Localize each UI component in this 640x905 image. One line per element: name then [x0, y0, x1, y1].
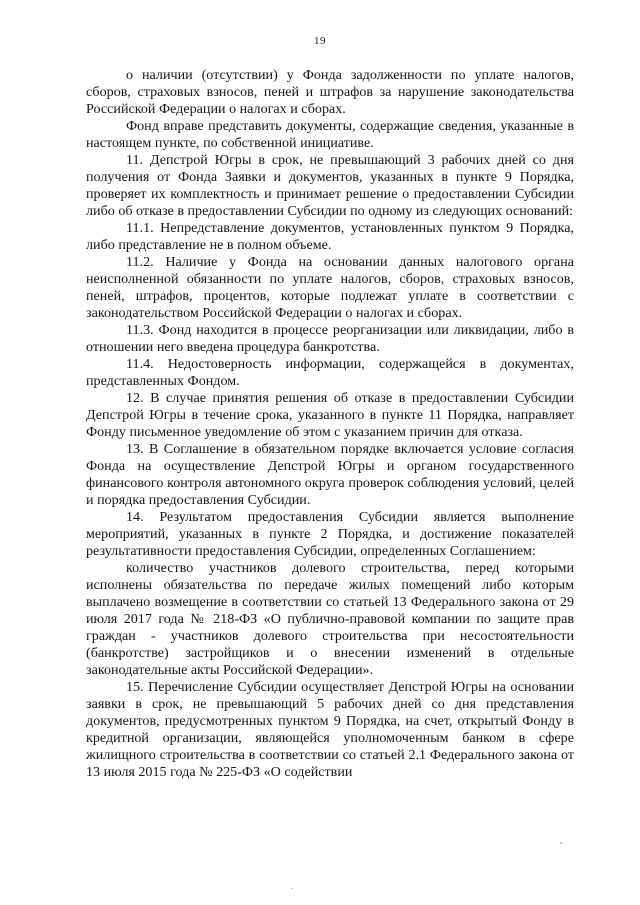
paragraph-14-indicator: количество участников долевого строительства, перед которыми исполнены обязательства по передаче жилых помещений либо которым выплачено возмещение в соответствии со статьей 13 Федерального закона от 29 июля 2017 года № 218-ФЗ «О публично-правовой компании по защите прав граждан - участников долевого строительства при несостоятельности (банкротстве) застройщиков и о внесении изменений в отдельные законодательные акты Российской Федерации». — [86, 560, 574, 678]
paragraph-13: 13. В Соглашение в обязательном порядке включается условие согласия Фонда на осуществление Депстрой Югры и органом государственного финансового контроля автономного округа проверок соблюдения условий, целей и порядка предоставления Субсидии. — [86, 441, 574, 508]
paragraph-11: 11. Депстрой Югры в срок, не превышающий 3 рабочих дней со дня получения от Фонда Заявки и документов, указанных в пункте 9 Порядка, проверяет их комплектность и принимает решение о предоставлении Субсидии либо об отказе в предоставлении Субсидии по одному из следующих оснований: — [86, 152, 574, 219]
paragraph-14: 14. Результатом предоставления Субсидии является выполнение мероприятий, указанных в пункте 2 Порядка, и достижение показателей результативности предоставления Субсидии, определенных Соглашением: — [86, 509, 574, 559]
paragraph-11-2: 11.2. Наличие у Фонда на основании данных налогового органа неисполненной обязанности по уплате налогов, сборов, страховых взносов, пеней, штрафов, процентов, которые подлежат уплате в соответствии с законодательством Российской Федерации о налогах и сборах. — [86, 254, 574, 321]
paragraph-11-1: 11.1. Непредставление документов, установленных пунктом 9 Порядка, либо представление не в полном объеме. — [86, 220, 574, 253]
paragraph-12: 12. В случае принятия решения об отказе в предоставлении Субсидии Депстрой Югры в течение срока, указанного в пункте 11 Порядка, направляет Фонду письменное уведомление об этом с указанием причин для отказа. — [86, 390, 574, 440]
paragraph-11-3: 11.3. Фонд находится в процессе реорганизации или ликвидации, либо в отношении него введена процедура банкротства. — [86, 322, 574, 355]
paragraph-continuation: о наличии (отсутствии) у Фонда задолженности по уплате налогов, сборов, страховых взносов, пеней и штрафов за нарушение законодательства Российской Федерации о налогах и сборах. — [86, 67, 574, 117]
paragraph-15: 15. Перечисление Субсидии осуществляет Депстрой Югры на основании заявки в срок, не превышающий 5 рабочих дней со дня представления документов, предусмотренных пунктом 9 Порядка, на счет, открытый Фонду в кредитной организации, являющейся уполномоченным банком в сфере жилищного строительства в соответствии со статьей 2.1 Федерального закона от 13 июля 2015 года № 225-ФЗ «О содействии — [86, 679, 574, 780]
page-number: 19 — [314, 35, 326, 47]
scan-speck — [560, 842, 562, 844]
paragraph-11-4: 11.4. Недостоверность информации, содержащейся в документах, представленных Фондом. — [86, 356, 574, 389]
paragraph-fund-right: Фонд вправе представить документы, содержащие сведения, указанные в настоящем пункте, по собственной инициативе. — [86, 118, 574, 151]
scan-speck — [291, 888, 293, 889]
document-body — [86, 67, 574, 781]
